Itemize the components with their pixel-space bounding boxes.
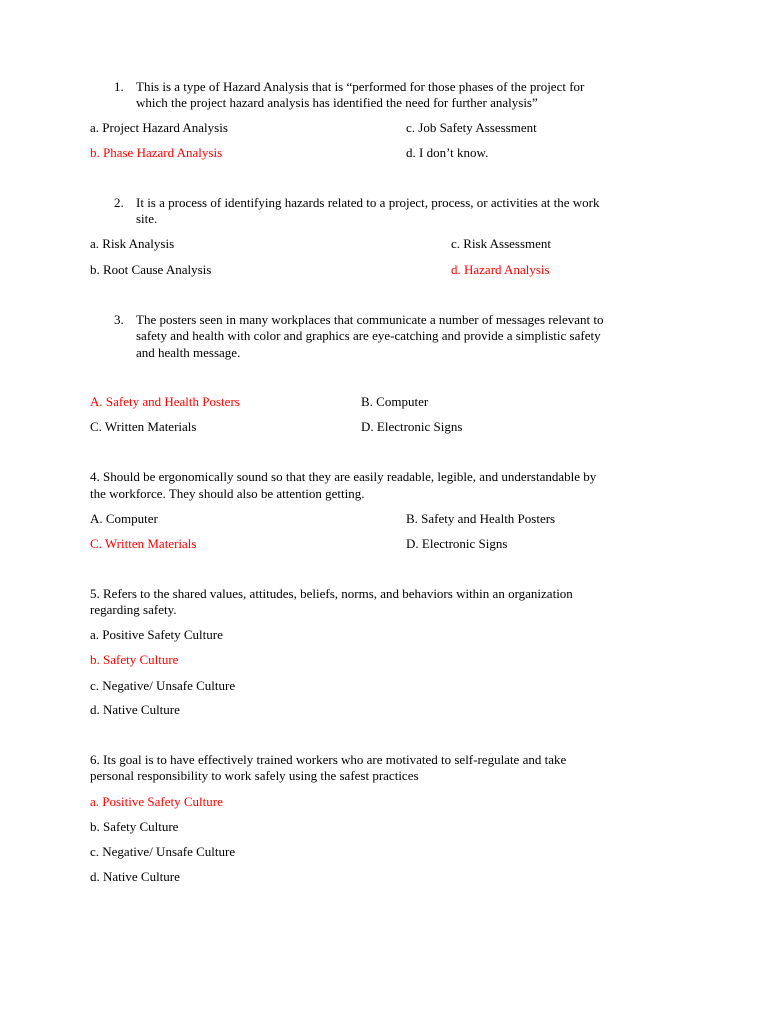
question-6-option-d: d. Native Culture [90,869,180,884]
question-2-number: 2. [114,195,124,210]
question-5-text-line-1: 5. Refers to the shared values, attitudes, beliefs, norms, and behaviors within an organization [90,586,573,601]
question-6-text-line-1: 6. Its goal is to have effectively trained workers who are motivated to self-regulate and take [90,752,567,767]
question-1-option-a: a. Project Hazard Analysis [90,120,228,135]
question-2-option-d-correct: d. Hazard Analysis [451,262,550,277]
question-2-option-a: a. Risk Analysis [90,236,175,251]
question-4-option-c-correct: C. Written Materials [90,536,197,551]
question-2-option-b: b. Root Cause Analysis [90,262,212,277]
question-6-option-a-correct: a. Positive Safety Culture [90,794,223,809]
question-5-option-b-correct: b. Safety Culture [90,652,179,667]
question-1-number: 1. [114,79,124,94]
question-3-text-line-2: safety and health with color and graphics are eye-catching and provide a simplistic safety [136,328,601,343]
question-5-option-a: a. Positive Safety Culture [90,627,223,642]
question-5-option-d: d. Native Culture [90,702,180,717]
question-3-text-line-1: The posters seen in many workplaces that communicate a number of messages relevant to [136,312,604,327]
question-2-text-line-1: It is a process of identifying hazards related to a project, process, or activities at the work [136,195,600,210]
question-3-option-a-correct: A. Safety and Health Posters [90,394,240,409]
question-3-option-d: D. Electronic Signs [361,419,463,434]
question-6-option-c: c. Negative/ Unsafe Culture [90,844,236,859]
question-1-option-b-correct: b. Phase Hazard Analysis [90,145,223,160]
question-2-option-c: c. Risk Assessment [451,236,552,251]
question-1-option-c: c. Job Safety Assessment [406,120,537,135]
question-6-text-line-2: personal responsibility to work safely using the safest practices [90,768,419,783]
question-1-text-line-2: which the project hazard analysis has identified the need for further analysis” [136,95,538,110]
question-3-option-b: B. Computer [361,394,429,409]
question-3-option-c: C. Written Materials [90,419,197,434]
question-3-number: 3. [114,312,124,327]
question-2-text-line-2: site. [136,211,158,226]
question-4-option-d: D. Electronic Signs [406,536,508,551]
question-5-option-c: c. Negative/ Unsafe Culture [90,678,236,693]
question-6-option-b: b. Safety Culture [90,819,179,834]
question-3-text-line-3: and health message. [136,345,241,360]
question-4-text-line-1: 4. Should be ergonomically sound so that they are easily readable, legible, and understandable by [90,469,597,484]
question-1-text-line-1: This is a type of Hazard Analysis that is “performed for those phases of the project for [136,79,585,94]
question-4-option-a: A. Computer [90,511,158,526]
question-5-text-line-2: regarding safety. [90,602,177,617]
question-4-option-b: B. Safety and Health Posters [406,511,556,526]
question-4-text-line-2: the workforce. They should also be attention getting. [90,486,365,501]
question-1-option-d: d. I don’t know. [406,145,489,160]
